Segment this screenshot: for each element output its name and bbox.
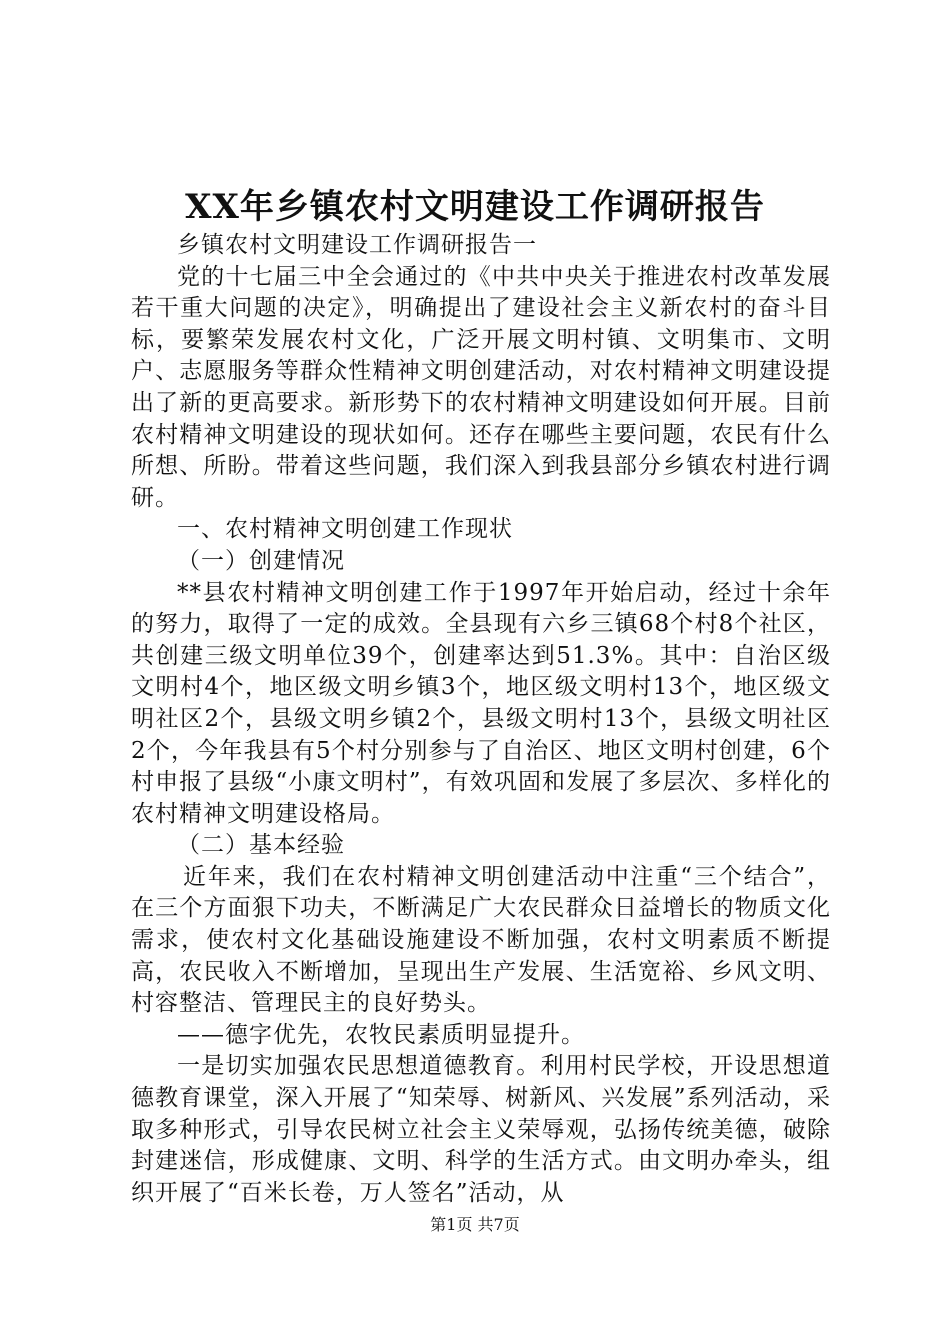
body-paragraph: 党的十七届三中全会通过的《中共中央关于推进农村改革发展若干重大问题的决定》，明确提出了建设社会主义新农村的奋斗目标，要繁荣发展农村文化，广泛开展文明村镇、文明集市、文明户、志愿服务等群众性精神文明创建活动，对农村精神文明建设提出了新的更高要求。新形势下的农村精神文明建设如何开展。目前农村精神文明建设的现状如何。还存在哪些主要问题，农民有什么所想、所盼。带着这些问题，我们深入到我县部分乡镇农村进行调研。: [131, 263, 831, 511]
document-body: [131, 230, 831, 1209]
body-paragraph: 近年来，我们在农村精神文明创建活动中注重“三个结合”，在三个方面狠下功夫，不断满足广大农民群众日益增长的物质文化需求，使农村文化基础设施建设不断加强，农村文明素质不断提高，农民收入不断增加，呈现出生产发展、生活宽裕、乡风文明、村容整洁、管理民主的良好势头。: [131, 863, 831, 1017]
body-paragraph: **县农村精神文明创建工作于1997年开始启动，经过十余年的努力，取得了一定的成效。全县现有六乡三镇68个村8个社区，共创建三级文明单位39个，创建率达到51.3%。其中：自治区级文明村4个，地区级文明乡镇3个，地区级文明村13个，地区级文明社区2个，县级文明乡镇2个，县级文明村13个，县级文明社区2个，今年我县有5个村分别参与了自治区、地区文明村创建，6个村申报了县级“小康文明村”，有效巩固和发展了多层次、多样化的农村精神文明建设格局。: [131, 579, 831, 827]
subsection-heading: （一）创建情况: [177, 547, 345, 574]
page-number-footer: 第1页 共7页: [430, 1215, 520, 1234]
section-heading: 一、农村精神文明创建工作现状: [177, 516, 513, 543]
body-paragraph: ——德字优先，农牧民素质明显提升。: [177, 1021, 585, 1048]
subsection-heading: （二）基本经验: [177, 832, 345, 859]
subtitle-paragraph: 乡镇农村文明建设工作调研报告一: [177, 232, 537, 258]
body-paragraph: 一是切实加强农民思想道德教育。利用村民学校，开设思想道德教育课堂，深入开展了“知荣辱、树新风、兴发展”系列活动，采取多种形式，引导农民树立社会主义荣辱观，弘扬传统美德，破除封建迷信，形成健康、文明、科学的生活方式。由文明办牵头，组织开展了“百米长卷，万人签名”活动，从: [131, 1053, 831, 1206]
document-title: XX年乡镇农村文明建设工作调研报告: [185, 187, 765, 227]
